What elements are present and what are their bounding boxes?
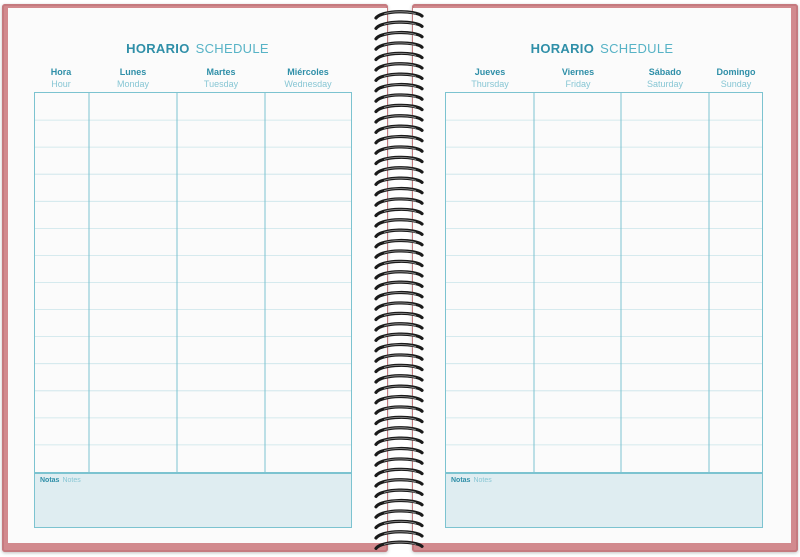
spiral-coil (376, 282, 422, 288)
column-label-en: Wednesday (284, 79, 332, 89)
spiral-coil (376, 105, 422, 111)
notes-box-left[interactable] (34, 473, 352, 528)
spiral-coil (376, 532, 422, 538)
grid-lines (35, 93, 351, 472)
spiral-coil (376, 459, 422, 465)
spiral-coil (376, 220, 422, 226)
column-label-es: Viernes (561, 67, 595, 77)
spiral-coil (376, 376, 422, 382)
spiral-coil (376, 33, 422, 39)
spiral-coil (376, 251, 422, 257)
spiral-coil (376, 147, 422, 153)
title-en: SCHEDULE (195, 41, 269, 56)
left-page (8, 8, 387, 543)
spiral-coil (376, 178, 422, 184)
notes-label-en: Notes (473, 477, 492, 484)
column-label-es: Sábado (648, 67, 682, 77)
grid-lines (446, 93, 762, 472)
schedule-grid-left[interactable] (34, 92, 352, 473)
column-label-en: Thursday (471, 79, 509, 89)
notes-label (451, 477, 492, 484)
spiral-coil (376, 355, 422, 361)
spiral-coil (376, 53, 422, 59)
column-label-es: Martes (206, 67, 236, 77)
notes-label-es: Notas (40, 477, 60, 484)
spiral-coil (376, 313, 422, 319)
spiral-coil (376, 12, 422, 18)
spiral-coil (376, 490, 422, 496)
spiral-coil (376, 438, 422, 444)
column-label-es: Domingo (716, 67, 756, 77)
spiral-coil (376, 303, 422, 309)
spiral-coil (376, 95, 422, 101)
spiral-coil (376, 469, 422, 475)
column-label-en: Saturday (646, 79, 684, 89)
title-es: HORARIO (530, 41, 595, 56)
schedule-grid-right[interactable] (445, 92, 763, 473)
left-page-title (8, 41, 387, 56)
spiral-coil (376, 168, 422, 174)
spiral-coil (376, 230, 422, 236)
spiral-coil (376, 126, 422, 132)
column-header-tuesday (176, 66, 266, 90)
spiral-coil (376, 116, 422, 122)
column-label-es: Hora (50, 67, 72, 77)
column-header-thursday (445, 66, 535, 90)
spiral-coil (376, 407, 422, 413)
notes-label-es: Notas (451, 477, 471, 484)
title-en: SCHEDULE (600, 41, 674, 56)
notes-box-right[interactable] (445, 473, 763, 528)
spiral-coil (376, 324, 422, 330)
notes-label (40, 477, 81, 484)
spiral-coil (376, 511, 422, 517)
spiral-coil (376, 386, 422, 392)
spiral-coil (376, 272, 422, 278)
column-label-es: Lunes (119, 67, 147, 77)
spiral-coil (376, 521, 422, 527)
column-header-friday (533, 66, 623, 90)
column-label-en: Friday (565, 79, 591, 89)
column-header-sunday (691, 66, 781, 90)
spiral-coil (376, 480, 422, 486)
spiral-coil (376, 428, 422, 434)
spiral-coil (376, 157, 422, 163)
spiral-coil (376, 189, 422, 195)
spiral-binding (368, 0, 432, 557)
spiral-coil (376, 199, 422, 205)
spiral-coil (376, 85, 422, 91)
column-label-en: Hour (51, 79, 71, 89)
spiral-coil (376, 241, 422, 247)
spiral-coil (376, 501, 422, 507)
column-label-es: Jueves (474, 67, 506, 77)
column-label-en: Tuesday (203, 79, 239, 89)
spiral-coil (376, 417, 422, 423)
spiral-coil (376, 365, 422, 371)
column-header-wednesday (263, 66, 353, 90)
spiral-coil (376, 334, 422, 340)
spiral-coil (376, 293, 422, 299)
spiral-coil (376, 43, 422, 49)
right-page (413, 8, 791, 543)
spiral-coil (376, 137, 422, 143)
spiral-coil (376, 22, 422, 28)
column-label-es: Miércoles (287, 67, 329, 77)
spiral-coil (376, 542, 422, 548)
spiral-coil (376, 397, 422, 403)
spiral-coil (376, 345, 422, 351)
title-es: HORARIO (126, 41, 190, 56)
spiral-coil (376, 74, 422, 80)
right-page-title (413, 41, 791, 56)
column-label-en: Sunday (720, 79, 752, 89)
column-header-monday (88, 66, 178, 90)
spiral-coil (376, 449, 422, 455)
notes-label-en: Notes (62, 477, 81, 484)
spiral-coil (376, 209, 422, 215)
column-label-en: Monday (116, 79, 150, 89)
spiral-coil (376, 261, 422, 267)
spiral-coil (376, 64, 422, 70)
